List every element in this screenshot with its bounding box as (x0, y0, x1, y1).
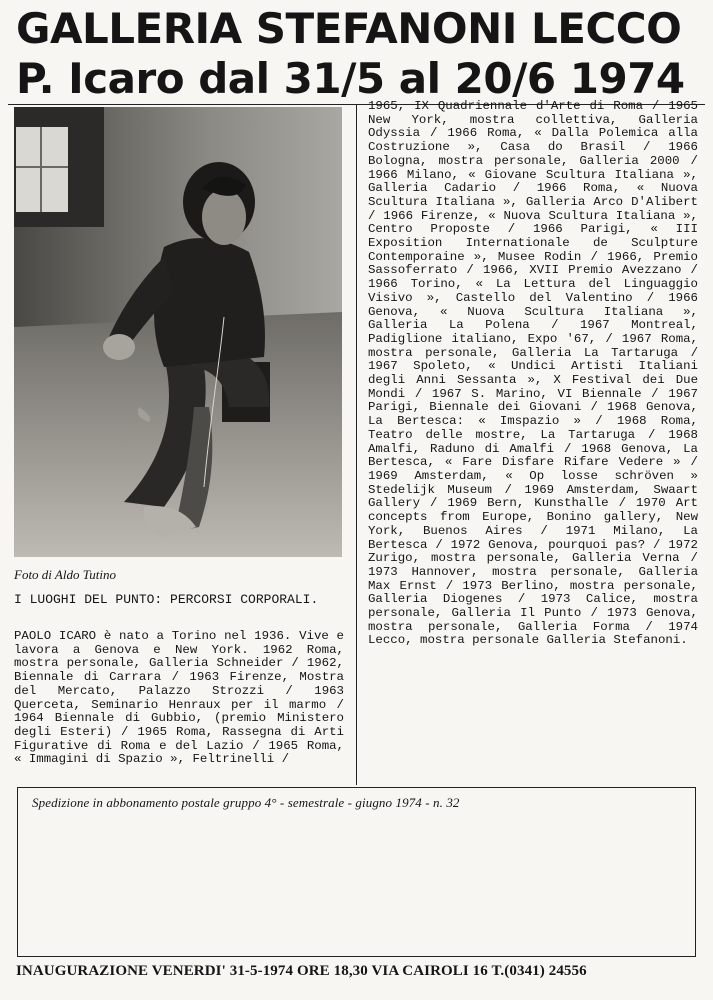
mailing-box (17, 787, 696, 957)
exhibition-dates: P. Icaro dal 31/5 al 20/6 1974 (16, 54, 685, 103)
opening-info: INAUGURAZIONE VENERDI' 31-5-1974 ORE 18,30 VIA CAIROLI 16 T.(0341) 24556 (16, 963, 587, 979)
artist-photo (14, 107, 342, 557)
biography-text-left: PAOLO ICARO è nato a Torino nel 1936. Vive e lavora a Genova e New York. 1962 Roma, mostra personale, Galleria Schneider / 1962, Biennale di Carrara / 1963 Firenze, Mostra del Mercato, Palazzo Strozzi / 1963 Querceta, Seminario Henraux per il marmo / 1964 Biennale di Gubbio, (premio Ministero degli Esteri) / 1965 Roma, Rassegna di Arti Figurative di Roma e del Lazio / 1965 Roma, « Immagini di Spazio », Feltrinelli / (14, 629, 344, 767)
headline (16, 4, 706, 104)
gallery-title: GALLERIA STEFANONI LECCO (16, 4, 682, 53)
biography-text-right: 1965, IX Quadriennale d'Arte di Roma / 1965 New York, mostra collettiva, Galleria Odyssia / 1966 Roma, « Dalla Polemica alla Costruzione », Casa do Brasil / 1966 Bologna, mostra personale, Galleria 2000 / 1966 Milano, « Giovane Scultura Italiana », Galleria Cadario / 1966 Roma, « Nuova Scultura Italiana », Galleria Arco D'Alibert / 1966 Firenze, « Nuova Scultura Italiana », Centro Proposte / 1966 Parigi, « III Exposition Internationale de Sculpture Contemporaine », Musee Rodin / 1966, Premio Sassoferrato / 1966, XVII Premio Avezzano / 1966 Torino, « La Lettura del Linguaggio Visivo », Castello del Valentino / 1966 Genova, « Nuova Scultura Italiana », Galleria La Polena / 1967 Montreal, Padiglione italiano, Expo '67, / 1967 Roma, mostra personale, Galleria La Tartaruga / 1967 Spoleto, « Undici Artisti Italiani degli Anni Sessanta », X Festival dei Due Mondi / 1967 S. Marino, VI Biennale / 1967 Parigi, Biennale dei Giovani / 1968 Genova, La Bertesca: « Imspazio » / 1968 Roma, Teatro delle mostre, La Tartaruga / 1968 Amalfi, Raduno di Amalfi / 1968 Genova, La Bertesca, « Fare Disfare Rifare Vedere » / 1969 Amsterdam, « Op losse schröven » Stedelijk Museum / 1969 Amsterdam, Swaart Gallery / 1969 Bern, Kunsthalle / 1970 Art concepts from Europe, Bonino gallery, New York, Buenos Aires / 1971 Milano, La Bertesca / 1972 Genova, pourquoi pas? / 1972 Zurigo, mostra personale, Galleria Verna / 1973 Hannover, mostra personale, Galleria Max Ernst / 1973 Berlino, mostra personale, Galleria Diogenes / 1973 Calice, mostra personale, Galleria Il Punto / 1973 Genova, mostra personale, Galleria Forma / 1974 Lecco, mostra personale Galleria Stefanoni. (368, 99, 698, 648)
column-divider (356, 105, 357, 785)
postal-notice: Spedizione in abbonamento postale gruppo 4° - semestrale - giugno 1974 - n. 32 (32, 795, 460, 810)
photo-caption: Foto di Aldo Tutino (14, 567, 116, 582)
section-title: I LUOGHI DEL PUNTO: PERCORSI CORPORALI. (14, 592, 319, 607)
